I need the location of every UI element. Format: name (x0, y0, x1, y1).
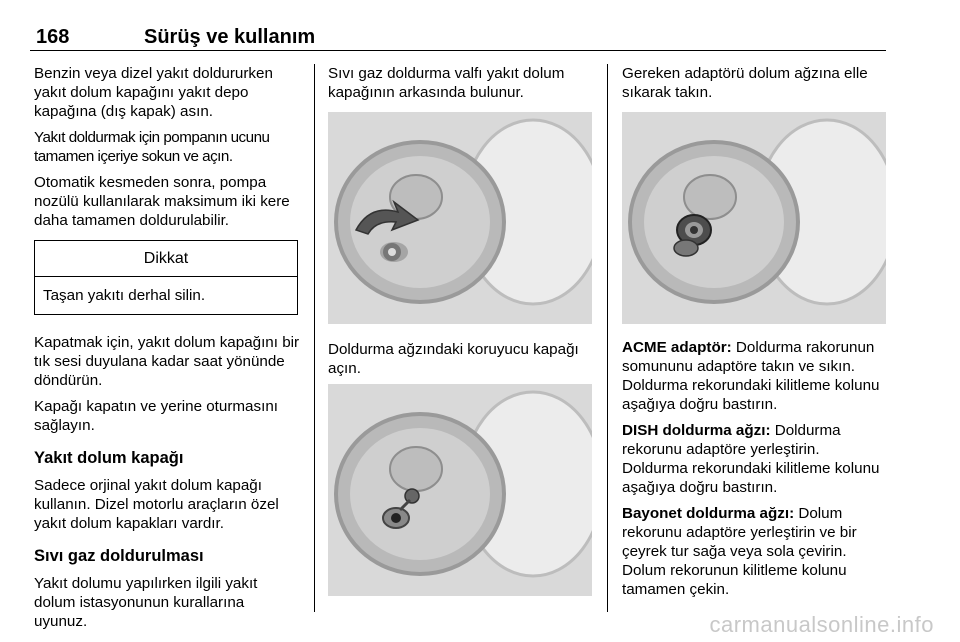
paragraph: Gereken adaptörü dolum ağzına elle sıkarak takın. (622, 65, 868, 101)
column-divider-2 (607, 64, 608, 612)
column-divider-1 (314, 64, 315, 612)
column-2 (328, 64, 594, 109)
notice-body: Taşan yakıtı derhal silin. (43, 287, 206, 304)
dish-label: DISH doldurma ağzı: (622, 422, 771, 439)
paragraph: Yakıt doldurmak için pompanın ucunu tamamen içeriye sokun ve açın. (34, 129, 270, 165)
bayonet-text: Dolum rekorunu adaptöre yerleştirin ve bir çeyrek tur sağa veya sola çevirin. Dolum rekorunun kilitleme kolunu tamamen çekin. (622, 505, 857, 598)
bayonet-label: Bayonet doldurma ağzı: (622, 505, 795, 522)
figure-lpg-valve-open (328, 384, 592, 596)
paragraph: Sıvı gaz doldurma valfı yakıt dolum kapağının arkasında bulunur. (328, 65, 565, 101)
paragraph: Kapatmak için, yakıt dolum kapağını bir tık sesi duyulana kadar saat yönünde döndürün. (34, 334, 300, 389)
figure-caption: Doldurma ağzındaki koruyucu kapağı açın. (328, 341, 579, 377)
column-3 (622, 64, 888, 109)
column-1 (34, 64, 300, 638)
paragraph: Otomatik kesmeden sonra, pompa nozülü kullanılarak maksimum iki kere daha tamamen doldurulabilir. (34, 174, 290, 229)
acme-label: ACME adaptör: (622, 339, 732, 356)
dish-text: Doldurma rekorunu adaptöre yerleştirin. Doldurma rekorundaki kilitleme kolunu aşağıya doğru bastırın. (622, 422, 880, 496)
section-heading: Yakıt dolum kapağı (34, 449, 184, 467)
section-heading: Sıvı gaz doldurulması (34, 547, 204, 565)
paragraph: Yakıt dolumu yapılırken ilgili yakıt dolum istasyonunun kurallarına uyunuz. (34, 575, 258, 630)
page-header (30, 20, 886, 51)
acme-text: Doldurma rakorunun somununu adaptöre takın ve sıkın. Doldurma rekorundaki kilitleme kolunu aşağıya doğru bastırın. (622, 339, 880, 413)
paragraph: Kapağı kapatın ve yerine oturmasını sağlayın. (34, 398, 278, 434)
paragraph: Benzin veya dizel yakıt doldururken yakıt dolum kapağını yakıt depo kapağına (dış kapak) asın. (34, 65, 273, 120)
instruction-acme (622, 338, 888, 414)
notice-title: Dikkat (35, 241, 297, 277)
figure-lpg-valve-cap (328, 112, 592, 324)
figure-lpg-adapter (622, 112, 886, 324)
instruction-dish (622, 421, 888, 497)
page-number: 168 (36, 26, 70, 48)
watermark: carmanualsonline.info (709, 612, 934, 637)
adapter-instructions (622, 338, 888, 606)
chapter-title: Sürüş ve kullanım (144, 26, 316, 48)
paragraph: Sadece orjinal yakıt dolum kapağı kullanın. Dizel motorlu araçların özel yakıt dolum kapakları vardır. (34, 477, 279, 532)
instruction-bayonet (622, 504, 888, 599)
notice-box (34, 240, 298, 315)
